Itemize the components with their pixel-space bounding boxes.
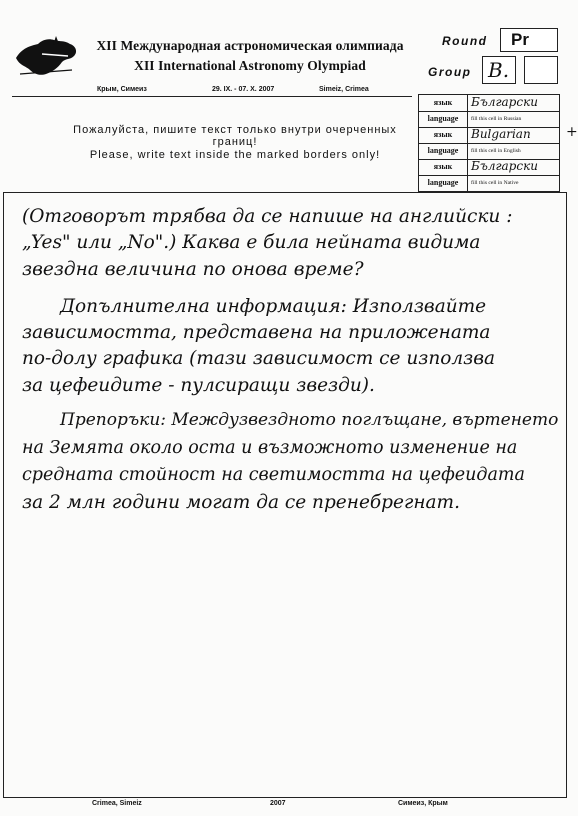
olympiad-logo xyxy=(12,34,82,80)
lang-row-native-key xyxy=(419,159,559,175)
round-value: Pr xyxy=(511,30,529,49)
round-box[interactable] xyxy=(500,28,558,52)
location-en: Simeiz, Crimea xyxy=(319,86,369,93)
instruction-ru: Пожалуйста, пишите текст только внутри очерченных границ! xyxy=(73,124,397,148)
event-dates: 29. IX. - 07. X. 2007 xyxy=(212,86,275,93)
lang-row-ru-en xyxy=(419,111,559,127)
title-en: XII International Astronomy Olympiad xyxy=(134,58,366,73)
handwritten-line: звездна величина по онова време? xyxy=(22,259,364,280)
handwritten-line: средната стойност на светимостта на цефеидата xyxy=(22,465,525,485)
lang-key-ru: язык xyxy=(419,95,468,111)
handwritten-line: Допълнителна информация: Използвайте xyxy=(60,296,487,317)
footer-center: 2007 xyxy=(270,800,286,807)
header-rule xyxy=(12,96,412,97)
instruction-en: Please, write text inside the marked borders only! xyxy=(89,149,381,161)
group-box[interactable] xyxy=(482,56,516,84)
group-value: B. xyxy=(488,58,510,82)
handwritten-line: за 2 млн години могат да се пренебрегнат. xyxy=(22,492,460,513)
lang-key-ru: язык xyxy=(419,159,468,175)
handwritten-line: (Отговорът трябва да се напише на английски : xyxy=(22,206,513,227)
handwritten-line: Препоръки: Междузвездното поглъщане, въртенето xyxy=(60,410,559,430)
lang-note-native: fill this cell in Native xyxy=(471,180,519,186)
footer-left: Crimea, Simeiz xyxy=(92,800,142,807)
handwritten-line: зависимостта, представена на приложената xyxy=(22,322,491,343)
lang-row-ru-key xyxy=(419,95,559,111)
handwritten-line: „Yes" или „No".) Каква е била нейната видима xyxy=(22,232,481,253)
handwritten-line: за цефеидите - пулсиращи звезди). xyxy=(22,375,375,396)
round-label: Round xyxy=(442,34,488,48)
handwritten-line: на Земята около оста и възможното изменение на xyxy=(22,438,518,458)
lang-row-native-en xyxy=(419,175,559,191)
handwritten-line: по-долу графика (тази зависимост се използва xyxy=(22,348,496,369)
lang-key-en: language xyxy=(419,175,468,191)
lang-key-en: language xyxy=(419,111,468,127)
lang-row-en-en xyxy=(419,143,559,159)
title-ru: XII Международная астрономическая олимпиада xyxy=(96,38,404,53)
lang-note-russian: fill this cell in Russian xyxy=(471,116,522,122)
lang-note-english: fill this cell in English xyxy=(471,148,521,154)
location-ru: Крым, Симеиз xyxy=(97,86,147,93)
group-box-2[interactable] xyxy=(524,56,558,84)
footer-right: Симеиз, Крым xyxy=(398,800,448,807)
margin-mark: + xyxy=(566,124,578,140)
lang-key-ru: язык xyxy=(419,127,468,143)
lang-value-english[interactable]: Bulgarian xyxy=(471,127,531,141)
group-label: Group xyxy=(428,65,472,79)
lang-key-en: language xyxy=(419,143,468,159)
language-table xyxy=(418,94,560,192)
lang-value-russian[interactable]: Български xyxy=(471,95,538,109)
lang-row-en-key xyxy=(419,127,559,143)
lang-value-native[interactable]: Български xyxy=(471,159,538,173)
